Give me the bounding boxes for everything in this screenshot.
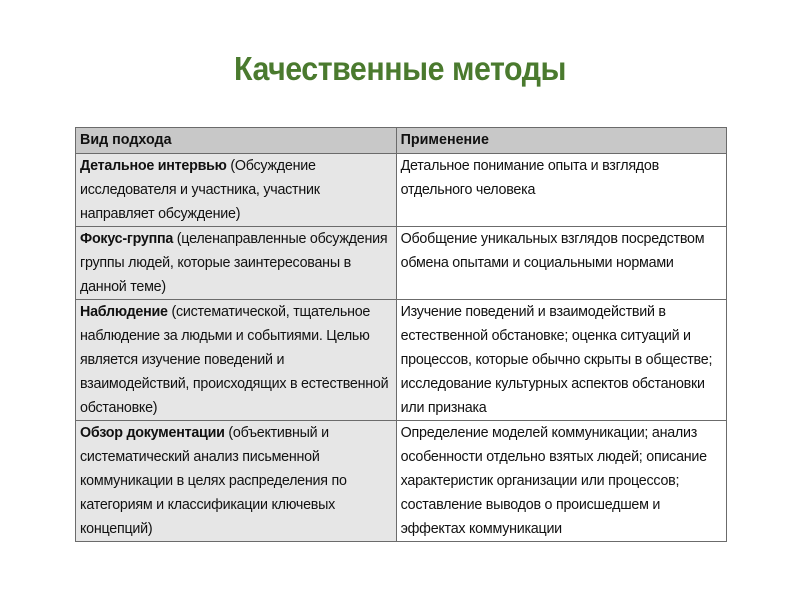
table-header-row	[76, 128, 727, 154]
approach-name: Обзор документации	[80, 425, 225, 441]
application-text: Изучение поведений и взаимодействий в естественной обстановке; оценка ситуаций и процессов, которые обычно скрыты в обществе; исследование культурных аспектов обстановки или признака	[400, 304, 713, 416]
approach-name: Наблюдение	[80, 304, 168, 320]
approach-description: (Обсуждение исследователя и участника, участник направляет обсуждение)	[80, 158, 320, 222]
approach-description: (объективный и систематический анализ письменной коммуникации в целях распределения по категориям и классификации ключевых концепций)	[80, 425, 347, 537]
approach-cell	[76, 300, 397, 421]
application-cell	[396, 300, 726, 421]
application-text: Обобщение уникальных взглядов посредством обмена опытами и социальными нормами	[400, 231, 705, 271]
application-text: Определение моделей коммуникации; анализ особенности отдельно взятых людей; описание характеристик организации или процессов; составление выводов о происшедшем и эффектах коммуникации	[400, 425, 707, 537]
header-approach: Вид подхода	[76, 128, 397, 154]
application-cell	[396, 227, 726, 300]
table-row	[76, 300, 727, 421]
approach-cell	[76, 154, 397, 227]
slide-title: Качественные методы	[233, 50, 566, 87]
approach-description: (целенаправленные обсуждения группы людей, которые заинтересованы в данной теме)	[80, 231, 388, 295]
approach-cell	[76, 227, 397, 300]
approach-description: (систематической, тщательное наблюдение за людьми и событиями. Целью является изучение поведений и взаимодействий, происходящих в естественной обстановке)	[80, 304, 389, 416]
application-text: Детальное понимание опыта и взглядов отдельного человека	[400, 158, 659, 198]
methods-table	[75, 127, 727, 542]
approach-cell	[76, 421, 397, 542]
table-row	[76, 154, 727, 227]
application-cell	[396, 421, 726, 542]
application-cell	[396, 154, 726, 227]
approach-name: Фокус-группа	[80, 231, 174, 247]
table-row	[76, 227, 727, 300]
approach-name: Детальное интервью	[80, 158, 227, 174]
header-application: Применение	[396, 128, 726, 154]
table-row	[76, 421, 727, 542]
